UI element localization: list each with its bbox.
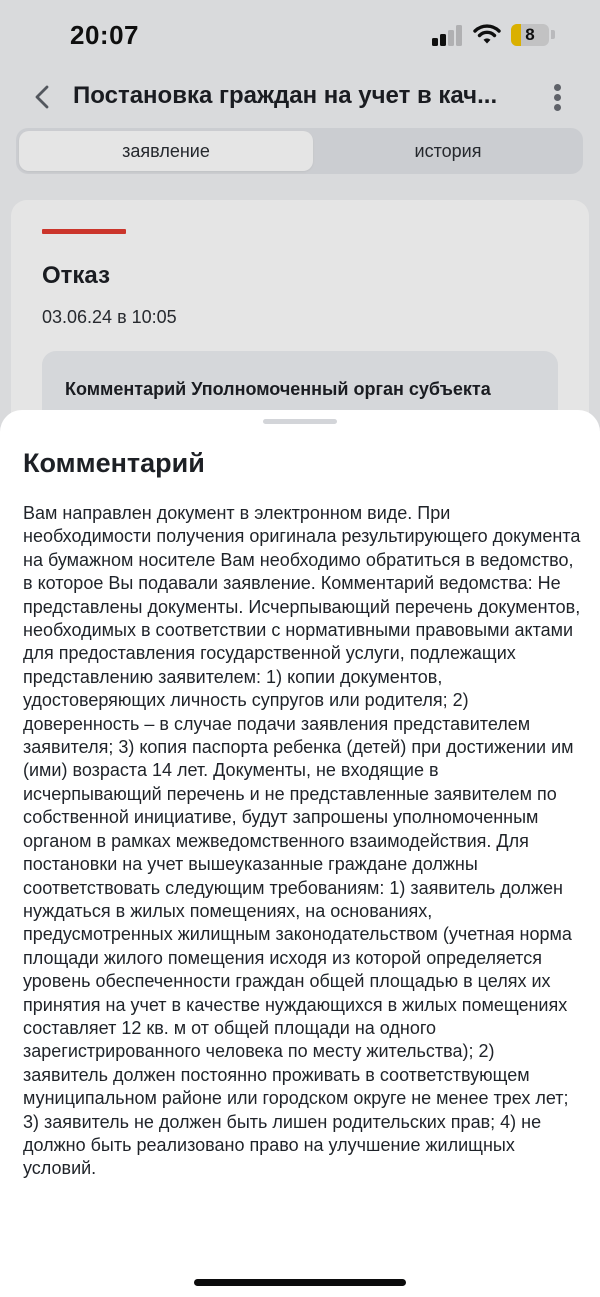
chevron-left-icon[interactable] [30,84,56,110]
comment-text: Вам направлен документ в электронном виде. При необходимости получения оригинала результирующего документа на бумажном носителе Вам необходимо обратиться в ведомство, в которое Вы подавали заявление. Комментарий ведомства: Не представлены документы. Исчерпывающий перечень документов, необходимых в соответствии с нормативными правовыми актами для предоставления государственной услуги, подлежащих представлению заявителем: 1) копии документов, удостоверяющих личность супругов или родителя; 2) доверенность – в случае подачи заявления представителем заявителя; 3) копия паспорта ребенка (детей) при достижении им (ими) возраста 14 лет. Документы, не входящие в исчерпывающий перечень и не представленные заявителем по собственной инициативе, будут запрошены уполномоченным органом в рамках межведомственного взаимодействия. Для постановки на учет вышеуказанные граждане должны соответствовать следующим требованиям: 1) заявитель должен нуждаться в жилых помещениях, на основаниях, предусмотренных жилищным законодательством (учетная норма площади жилого помещения исходя из которой определяется уровень обеспеченности граждан общей площадью в целях их принятия на учет в качестве нуждающихся в жилых помещениях составляет 12 кв. м от общей площади на одного зарегистрированного человека по месту жительства); 2) заявитель должен постоянно проживать в соответствующем муниципальном районе или городском округе не менее трех лет; 3) заявитель не должен быть лишен родительских прав; 4) не должно быть реализовано право на улучшение жилищных условий. [23,503,581,1179]
sheet-grabber[interactable] [263,419,337,424]
battery-level: 8 [525,25,535,44]
wifi-icon [473,23,501,45]
status-time: 20:07 [70,20,139,50]
status-indicator-line [42,229,126,234]
home-indicator[interactable] [194,1279,406,1286]
header [0,72,600,122]
status-title: Отказ [42,262,111,289]
cellular-signal-icon [432,24,464,46]
status-bar [0,0,600,72]
tab-application[interactable]: заявление [19,131,313,171]
battery-cap [551,30,555,39]
tab-history[interactable]: история [414,140,482,161]
comment-sheet [0,410,600,1297]
page-title: Постановка граждан на учет в кач... [73,82,498,109]
more-vertical-icon[interactable] [548,84,568,112]
sheet-title: Комментарий [23,448,205,478]
tab-bar [16,128,583,174]
status-date: 03.06.24 в 10:05 [42,307,177,327]
comment-preview-title: Комментарий Уполномоченный орган субъекта [65,379,491,399]
battery-icon [511,24,549,46]
